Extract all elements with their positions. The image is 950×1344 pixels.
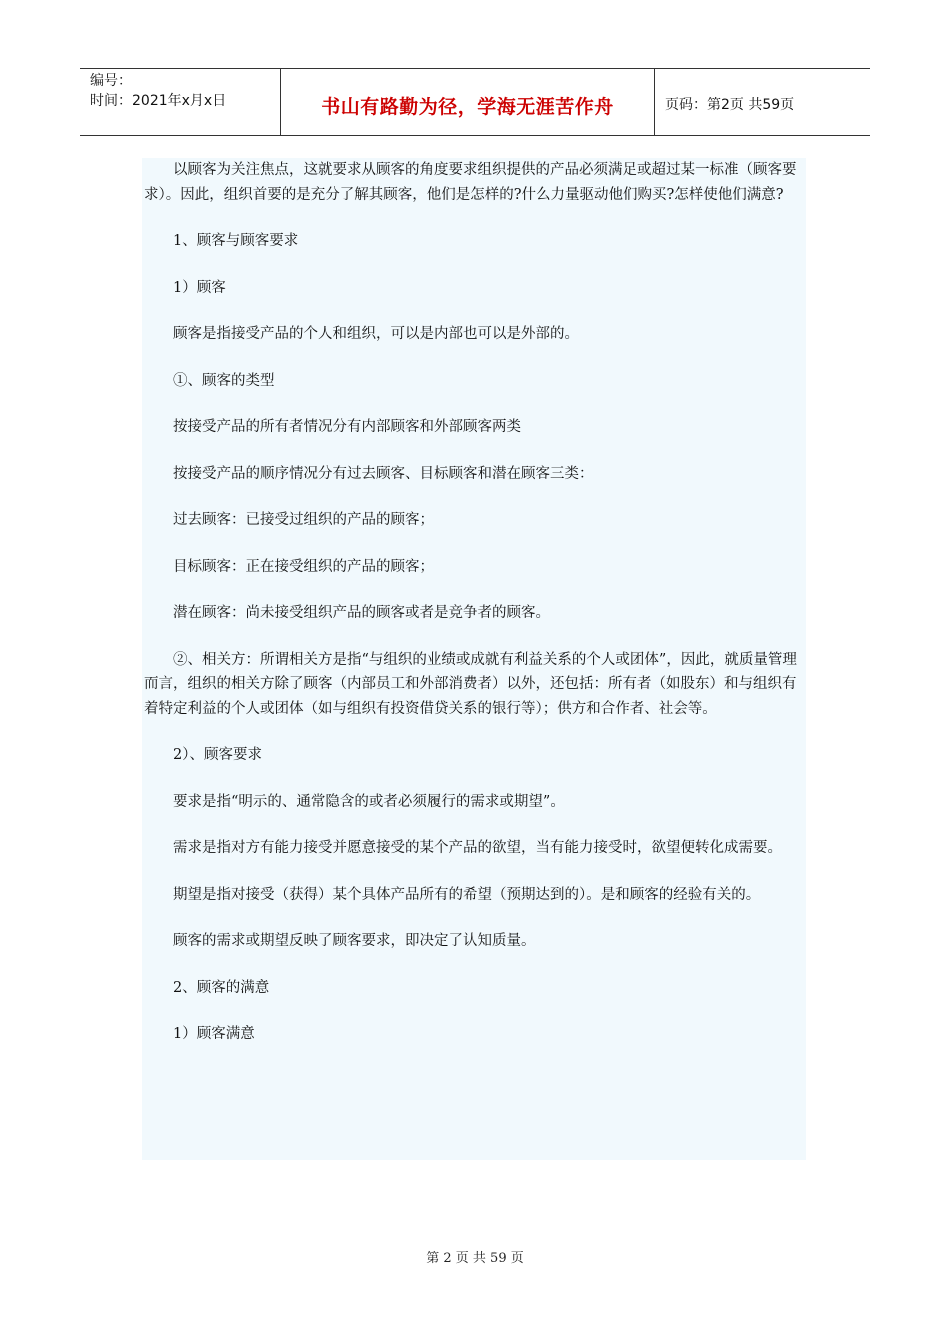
paragraph: 过去顾客：已接受过组织的产品的顾客； (173, 512, 434, 528)
paragraph: 要求是指“明示的、通常隐含的或者必须履行的需求或期望”。 (173, 793, 565, 810)
paragraph: 顾客的需求或期望反映了顾客要求，即决定了认知质量。 (173, 933, 536, 949)
paragraph: 按接受产品的顺序情况分有过去顾客、目标顾客和潜在顾客三类： (173, 465, 594, 482)
paragraph: 顾客是指接受产品的个人和组织，可以是内部也可以是外部的。 (173, 326, 579, 342)
page-header (80, 68, 870, 136)
paragraph: 潜在顾客：尚未接受组织产品的顾客或者是竞争者的顾客。 (173, 605, 550, 621)
header-page-info: 页码：第2页 共59页 (665, 97, 795, 113)
subsection-heading: 1）顾客满意 (173, 1026, 255, 1042)
paragraph: 以顾客为关注焦点，这就要求从顾客的角度要求组织提供的产品必须满足或超过某一标准（顾客要求）。因此，组织首要的是充分了解其顾客，他们是怎样的?什么力量驱动他们购买?怎样使他们满意? (144, 162, 797, 203)
paragraph: ②、相关方：所谓相关方是指“与组织的业绩或成就有利益关系的个人或团体”，因此，就质量管理而言，组织的相关方除了顾客（内部员工和外部消费者）以外，还包括：所有者（如股东）和与组织有着特定利益的个人或团体（如与组织有投资借贷关系的银行等）；供方和合作者、社会等。 (144, 651, 797, 717)
paragraph: 按接受产品的所有者情况分有内部顾客和外部顾客两类 (173, 419, 521, 435)
document-body (142, 158, 806, 1160)
header-meta (80, 69, 281, 135)
section-heading: 1、顾客与顾客要求 (173, 233, 299, 249)
paragraph: 需求是指对方有能力接受并愿意接受的某个产品的欲望，当有能力接受时，欲望便转化成需要。 (173, 840, 782, 856)
header-motto: 书山有路勤为径，学海无涯苦作舟 (281, 69, 655, 135)
paragraph: 期望是指对接受（获得）某个具体产品所有的希望（预期达到的）。是和顾客的经验有关的。 (173, 886, 761, 903)
page-footer: 第 2 页 共 59 页 (426, 1251, 524, 1266)
document-date: 时间：2021年x月x日 (90, 93, 227, 109)
subsection-heading: 1）顾客 (173, 279, 226, 296)
document-number-label: 编号： (90, 73, 132, 89)
subsection-heading: ①、顾客的类型 (173, 372, 275, 389)
section-heading: 2、顾客的满意 (173, 979, 270, 996)
paragraph: 目标顾客：正在接受组织的产品的顾客； (173, 558, 434, 575)
subsection-heading: 2）、顾客要求 (173, 747, 262, 763)
